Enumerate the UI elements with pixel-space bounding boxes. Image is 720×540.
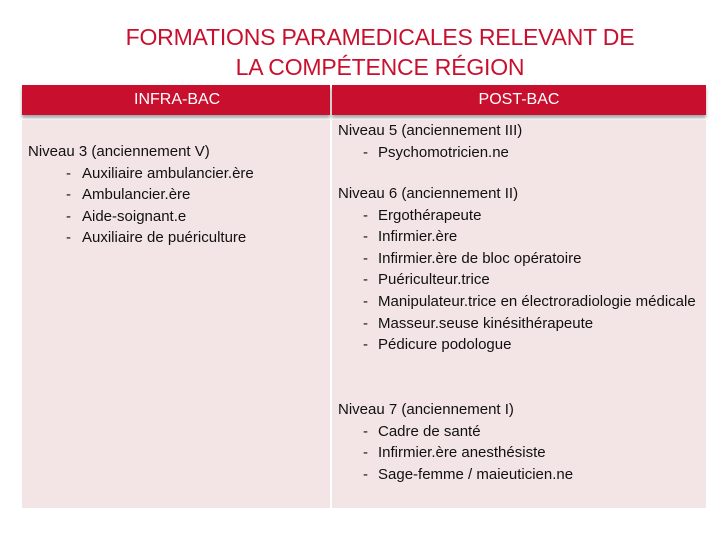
list-item-label: Cadre de santé <box>378 422 481 440</box>
bullet-dash: - <box>363 228 368 246</box>
list-item <box>28 163 254 185</box>
level-heading: Niveau 5 (anciennement III) <box>338 122 523 139</box>
bullet-dash: - <box>363 206 368 224</box>
level-block-6 <box>338 183 698 356</box>
bullet-dash: - <box>363 249 368 267</box>
list-item <box>338 291 698 313</box>
list-item-label: Masseur.seuse kinésithérapeute <box>378 314 594 332</box>
list-item-label: Puériculteur.trice <box>378 271 490 289</box>
list-item <box>338 421 573 443</box>
list-item <box>338 269 698 291</box>
list-item <box>338 248 698 270</box>
infra-bac-cell <box>22 120 330 508</box>
list-item-label: Auxiliaire de puériculture <box>82 229 247 247</box>
list-item <box>338 442 573 464</box>
page-title <box>60 22 700 82</box>
list-item <box>338 464 573 486</box>
column-header-infra-bac-label: INFRA-BAC <box>134 91 221 108</box>
list-item <box>28 184 254 206</box>
column-header-post-bac-label: POST-BAC <box>478 91 560 108</box>
list-item-label: Pédicure podologue <box>378 336 512 354</box>
level-heading: Niveau 3 (anciennement V) <box>28 143 210 160</box>
bullet-dash: - <box>66 207 71 225</box>
level-heading: Niveau 6 (anciennement II) <box>338 185 519 202</box>
column-header-infra-bac <box>22 85 330 115</box>
list-item-label: Auxiliaire ambulancier.ère <box>82 164 254 182</box>
list-item-label: Infirmier.ère <box>378 228 458 246</box>
post-bac-cell <box>332 120 706 508</box>
bullet-dash: - <box>363 271 368 289</box>
list-item-label: Aide-soignant.e <box>82 207 187 225</box>
list-item <box>338 142 522 164</box>
bullet-dash: - <box>363 465 368 483</box>
level-block-7 <box>338 399 573 485</box>
list-item-label: Psychomotricien.ne <box>378 143 509 161</box>
level-heading: Niveau 7 (anciennement I) <box>338 401 514 418</box>
list-item <box>338 334 698 356</box>
list-item-label: Sage-femme / maieuticien.ne <box>378 465 574 483</box>
title-line-2: LA COMPÉTENCE RÉGION <box>235 54 525 80</box>
bullet-dash: - <box>363 444 368 462</box>
bullet-dash: - <box>363 314 368 332</box>
bullet-dash: - <box>363 336 368 354</box>
level-block-3 <box>28 141 254 249</box>
list-item-label: Infirmier.ère de bloc opératoire <box>378 249 582 267</box>
list-item <box>28 206 254 228</box>
list-item-label: Ergothérapeute <box>378 206 482 224</box>
bullet-dash: - <box>363 422 368 440</box>
list-item-label: Infirmier.ère anesthésiste <box>378 444 546 462</box>
list-item-label: Manipulateur.trice en électroradiologie médicale <box>378 292 696 310</box>
list-item <box>28 227 254 249</box>
bullet-dash: - <box>66 164 71 182</box>
bullet-dash: - <box>363 292 368 310</box>
list-item-label: Ambulancier.ère <box>82 186 191 204</box>
bullet-dash: - <box>66 186 71 204</box>
column-header-post-bac <box>332 85 706 115</box>
list-item <box>338 313 698 335</box>
list-item <box>338 226 698 248</box>
bullet-dash: - <box>66 229 71 247</box>
level-block-5 <box>338 120 522 163</box>
bullet-dash: - <box>363 143 368 161</box>
title-line-1: FORMATIONS PARAMEDICALES RELEVANT DE <box>125 24 635 50</box>
list-item <box>338 205 698 227</box>
